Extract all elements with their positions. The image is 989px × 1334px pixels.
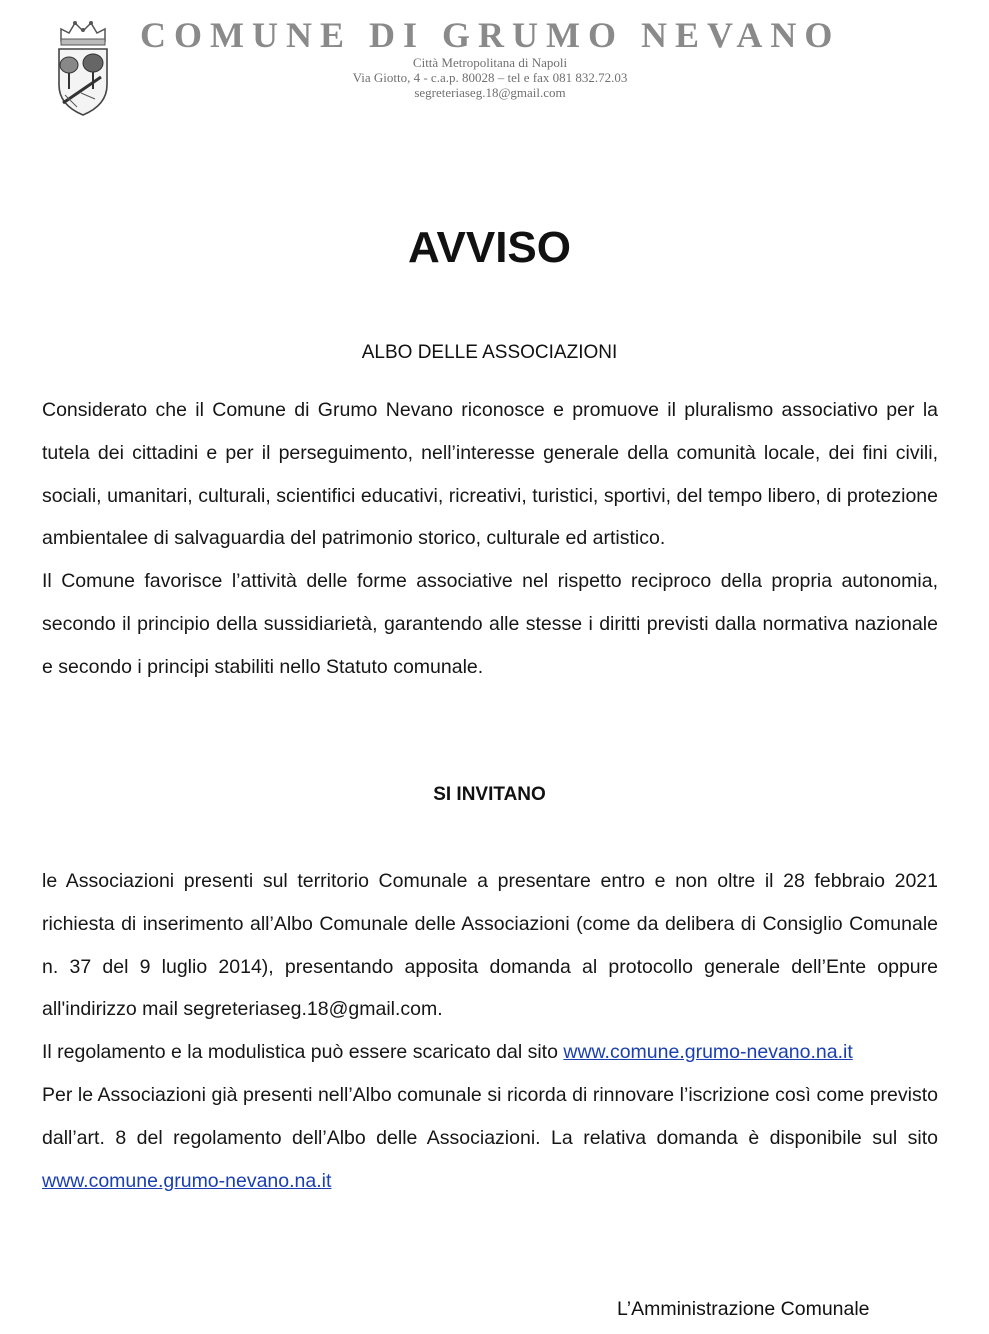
notice-title: AVVISO xyxy=(407,223,571,272)
website-link-renewal[interactable]: www.comune.grumo-nevano.na.it xyxy=(42,1169,332,1192)
notice-intro xyxy=(42,389,938,689)
notice-subject: ALBO DELLE ASSOCIAZIONI xyxy=(361,342,618,363)
municipality-title: COMUNE DI GRUMO NEVANO xyxy=(140,15,841,55)
regolamento-text: Il regolamento e la modulistica può essere scaricato dal sito xyxy=(42,1041,564,1064)
website-link[interactable]: www.comune.grumo-nevano.na.it xyxy=(563,1041,853,1064)
paragraph-considerato: Considerato che il Comune di Grumo Nevano riconosce e promuove il pluralismo associativo per la tutela dei cittadini e per il perseguimento, nell’interesse generale della comunità locale, dei fini civili, sociali, umanitari, culturali, scientifici educativi, ricreativi, turistici, sportivi, del tempo libero, di protezione ambientalee di salvaguardia del patrimonio storico, culturale ed artistico. xyxy=(42,399,938,550)
paragraph-associazioni: le Associazioni presenti sul territorio Comunale a presentare entro e non oltre il 28 febbraio 2021 richiesta di inserimento all’Albo Comunale delle Associazioni (come da delibera di Consiglio Comunale n. 37 del 9 luglio 2014), presentando apposita domanda al protocollo generale dell’Ente oppure all'indirizzo mail segreteriaseg.18@gmail.com. xyxy=(42,870,938,1021)
header-subtitle: Città Metropolitana di Napoli xyxy=(412,55,568,70)
paragraph-rinnovo xyxy=(42,1074,938,1202)
paragraph-regolamento xyxy=(42,1031,938,1074)
signature: L’Amministrazione Comunale xyxy=(617,1298,870,1320)
header-email: segreteriaseg.18@gmail.com xyxy=(414,85,566,100)
notice-invitation-body xyxy=(42,860,938,1202)
coat-of-arms-icon xyxy=(55,19,111,117)
rinnovo-text: Per le Associazioni già presenti nell’Albo comunale si ricorda di rinnovare l’iscrizione così come previsto dall’art. 8 del regolamento dell’Albo delle Associazioni. La relativa domanda è disponibile sul sito xyxy=(42,1083,938,1149)
paragraph-comune-favorisce: Il Comune favorisce l’attività delle forme associative nel rispetto reciproco della propria autonomia, secondo il principio della sussidiarietà, garantendo alle stesse i diritti previsti dalla normativa nazionale e secondo i principi stabiliti nello Statuto comunale. xyxy=(42,570,938,678)
invitation-heading: SI INVITANO xyxy=(433,784,546,805)
header-details xyxy=(250,55,730,100)
header-address: Via Giotto, 4 - c.a.p. 80028 – tel e fax 081 832.72.03 xyxy=(352,70,628,85)
